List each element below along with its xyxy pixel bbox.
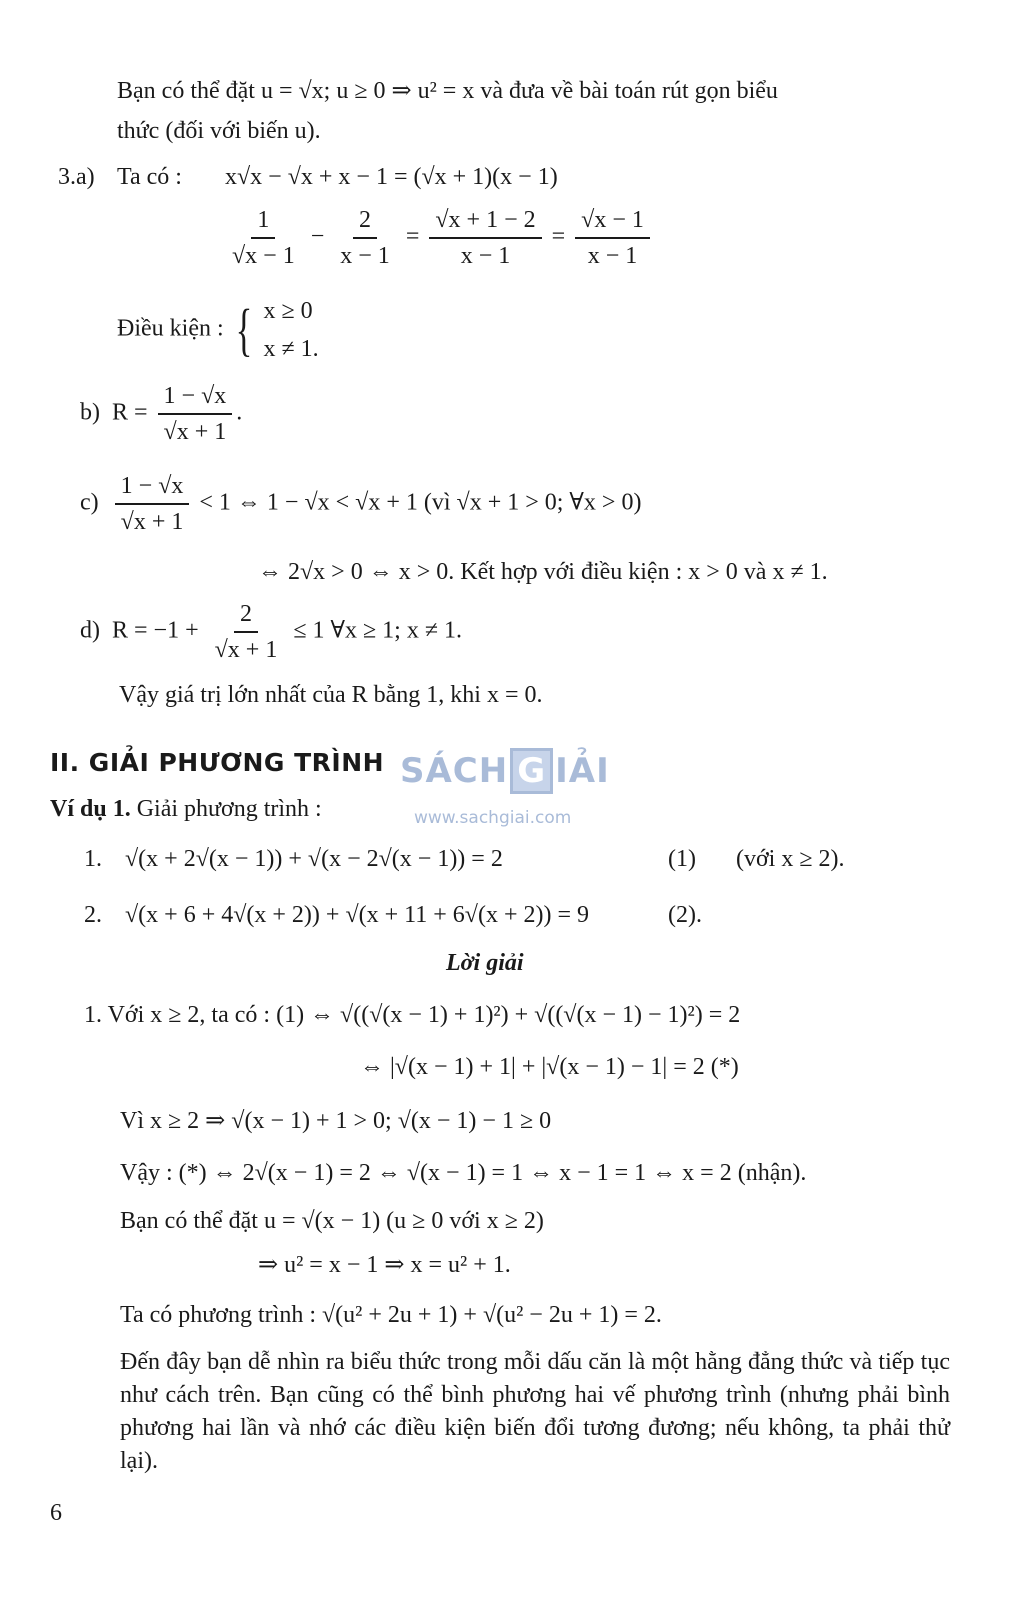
watermark-logo: SÁCH G IẢI — [400, 748, 610, 794]
example-title: Ví dụ 1. Giải phương trình : — [50, 796, 322, 822]
closing-paragraph: Đến đây bạn dễ nhìn ra biểu thức trong mỗi dấu căn là một hằng đẳng thức và tiếp tục như cách trên. Bạn cũng có thể bình phương hai vế phương trình (nhưng phải bình phương hai lần và nhớ các điều kiện biến đổi tương đương; nếu không, ta phải thử lại). — [120, 1349, 950, 1474]
fraction-4: $\frac{√x - 1}{x - 1}$ — [575, 206, 650, 270]
fraction-2: $\frac{2}{x - 1}$ — [340, 207, 390, 269]
intro-line-2: thức (đối với biến u). — [117, 118, 321, 144]
solution-line-4: Vậy : (*) ⇔ 2√(x − 1) = 2 ⇔ √(x − 1) = 1 ⇔ x − 1 = 1 ⇔ x = 2 (nhận). — [120, 1160, 807, 1186]
example-2-equation: √(x + 6 + 4√(x + 2)) + √(x + 11 + 6√(x + 2)) = 9 — [125, 902, 590, 928]
solution-line-2: ⇔ |√(x − 1) + 1| + |√(x − 1) − 1| = 2 (*) — [360, 1054, 739, 1080]
intro-line-1: Bạn có thể đặt u = √x; u ≥ 0 ⇒ u² = x và đưa về bài toán rút gọn biểu — [117, 78, 778, 104]
q3a-intro: Ta có : — [117, 164, 182, 190]
example-1-label: 1. — [84, 846, 102, 872]
q3c: c) $\frac{1 - √x}{√x + 1}$ < 1 ⇔ 1 − √x < √x + 1 (vì √x + 1 > 0; ∀x > 0) — [80, 473, 642, 535]
solution-line-1: 1. Với x ≥ 2, ta có : (1) ⇔ √((√(x − 1) + 1)²) + √((√(x − 1) − 1)²) = 2 — [84, 1002, 741, 1028]
q3a-fraction-equation: $\frac{1}{√x - 1}$ − $\frac{2}{x - 1}$ = $\frac{√x + 1 - 2}{x - 1}$ = $\frac{√x - 1}{x - 1}$ — [222, 206, 654, 270]
example-2-label: 2. — [84, 902, 102, 928]
q3d-conclusion: Vậy giá trị lớn nhất của R bằng 1, khi x = 0. — [119, 682, 543, 708]
solution-title: Lời giải — [446, 950, 524, 976]
q3a-equation-1: x√x − √x + x − 1 = (√x + 1)(x − 1) — [225, 164, 558, 190]
solution-line-6: ⇒ u² = x − 1 ⇒ x = u² + 1. — [258, 1252, 511, 1278]
q3c-line-2: ⇔ 2√x > 0 ⇔ x > 0. Kết hợp với điều kiện : x > 0 và x ≠ 1. — [258, 559, 828, 585]
watermark-url: www.sachgiai.com — [414, 808, 572, 828]
fraction-3: $\frac{√x + 1 - 2}{x - 1}$ — [429, 206, 541, 270]
example-1-condition: (với x ≥ 2). — [736, 846, 845, 872]
example-2-tag: (2). — [668, 902, 702, 928]
q3a-condition: Điều kiện : { x ≥ 0 x ≠ 1. — [117, 297, 319, 362]
page-number: 6 — [50, 1500, 62, 1526]
q3b: b) R = $\frac{1 - √x}{√x + 1}$ . — [80, 383, 243, 445]
solution-line-7: Ta có phương trình : √(u² + 2u + 1) + √(u² − 2u + 1) = 2. — [120, 1302, 662, 1328]
example-1-equation: √(x + 2√(x − 1)) + √(x − 2√(x − 1)) = 2 — [125, 846, 503, 872]
fraction-1: $\frac{1}{√x - 1}$ — [232, 207, 295, 269]
section-heading: II. GIẢI PHƯƠNG TRÌNH — [50, 748, 385, 777]
brace-icon: { — [235, 297, 252, 362]
q3d: d) R = −1 + $\frac{2}{√x + 1}$ ≤ 1 ∀x ≥ 1; x ≠ 1. — [80, 601, 463, 663]
solution-line-3: Vì x ≥ 2 ⇒ √(x − 1) + 1 > 0; √(x − 1) − 1 ≥ 0 — [120, 1108, 552, 1134]
solution-line-5: Bạn có thể đặt u = √(x − 1) (u ≥ 0 với x ≥ 2) — [120, 1208, 544, 1234]
example-1-tag: (1) — [668, 846, 696, 872]
q3a-label: 3.a) — [58, 164, 95, 190]
